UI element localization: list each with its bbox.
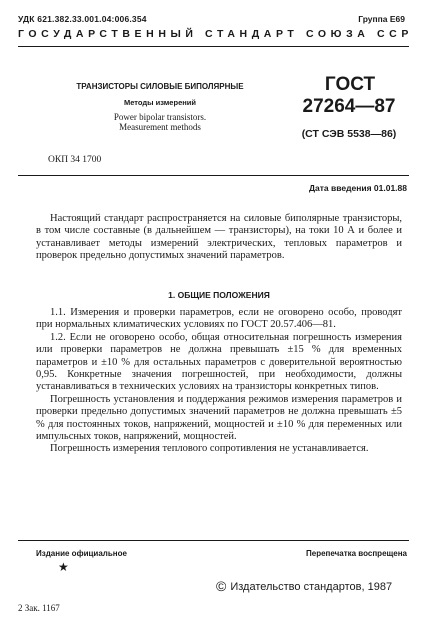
effective-date-value: 01.01.88 <box>373 183 407 193</box>
copyright-icon: © <box>216 578 227 594</box>
section-heading: 1. ОБЩИЕ ПОЛОЖЕНИЯ <box>168 290 270 300</box>
group-code: Группа Е69 <box>358 14 405 24</box>
okp-code: ОКП 34 1700 <box>48 155 102 165</box>
paragraph-1-2: 1.2. Если не оговорено особо, общая относительная погрешность измерения или проверки параметров не должна превышать ±15 % для временных параметров и ±10 % для остальных параметров с доверительной вероятностью 0,95. Конкретные значения погрешностей, при необходимости, должны устанавливаться в технических условиях на транзисторы конкретных типов. <box>36 331 402 393</box>
reprint-prohibited-label: Перепечатка воспрещена <box>306 549 407 558</box>
effective-date <box>309 183 407 193</box>
effective-date-label: Дата введения <box>308 183 372 193</box>
english-title-line-1: Power bipolar transistors. <box>113 112 207 122</box>
order-number: 2 Зак. 1167 <box>18 603 60 613</box>
paragraph-thermal-error: Погрешность измерения теплового сопротивления не устанавливается. <box>50 443 369 455</box>
english-title-line-2: Measurement methods <box>119 122 201 132</box>
standard-header: ГОСУДАРСТВЕННЫЙ СТАНДАРТ СОЮЗА ССР <box>18 28 413 40</box>
official-edition-label: Издание официальное <box>36 549 127 558</box>
udk-code: УДК 621.382.33.001.04:006.354 <box>18 14 147 24</box>
footer-divider <box>18 540 409 541</box>
st-sev-number: (СТ СЭВ 5538—86) <box>301 128 397 140</box>
publisher-copyright <box>216 578 392 594</box>
gost-number: 27264—87 <box>302 96 396 117</box>
paragraph-error-setting: Погрешность установления и поддержания режимов измерения параметров и проверки предельно допустимых значений параметров не должна превышать ±5 % для постоянных токов, напряжений, мощностей и ±10 % для переменных или импульсных токов, напряжений, мощностей. <box>36 393 402 443</box>
english-title <box>70 112 250 132</box>
intro-text: Настоящий стандарт распространяется на силовые биполярные транзисторы, в том числе составные (в дальнейшем — транзисторы), на токи 10 А и более и устанавливает методы измерений электрических, тепловых параметров и проверок предельно допустимых значений параметров. <box>36 213 402 262</box>
title-divider <box>18 175 409 176</box>
gost-label: ГОСТ <box>324 74 376 95</box>
star-icon: ★ <box>58 560 69 574</box>
header-divider <box>18 46 409 47</box>
intro-paragraph <box>36 213 402 263</box>
document-subtitle: Методы измерений <box>123 98 196 107</box>
paragraph-1-1: 1.1. Измерения и проверки параметров, если не оговорено особо, проводят при нормальных климатических условиях по ГОСТ 20.57.406—81. <box>36 307 402 331</box>
publisher-name: Издательство стандартов, 1987 <box>230 581 393 593</box>
section-body <box>36 307 402 456</box>
document-title: ТРАНЗИСТОРЫ СИЛОВЫЕ БИПОЛЯРНЫЕ <box>76 82 244 91</box>
